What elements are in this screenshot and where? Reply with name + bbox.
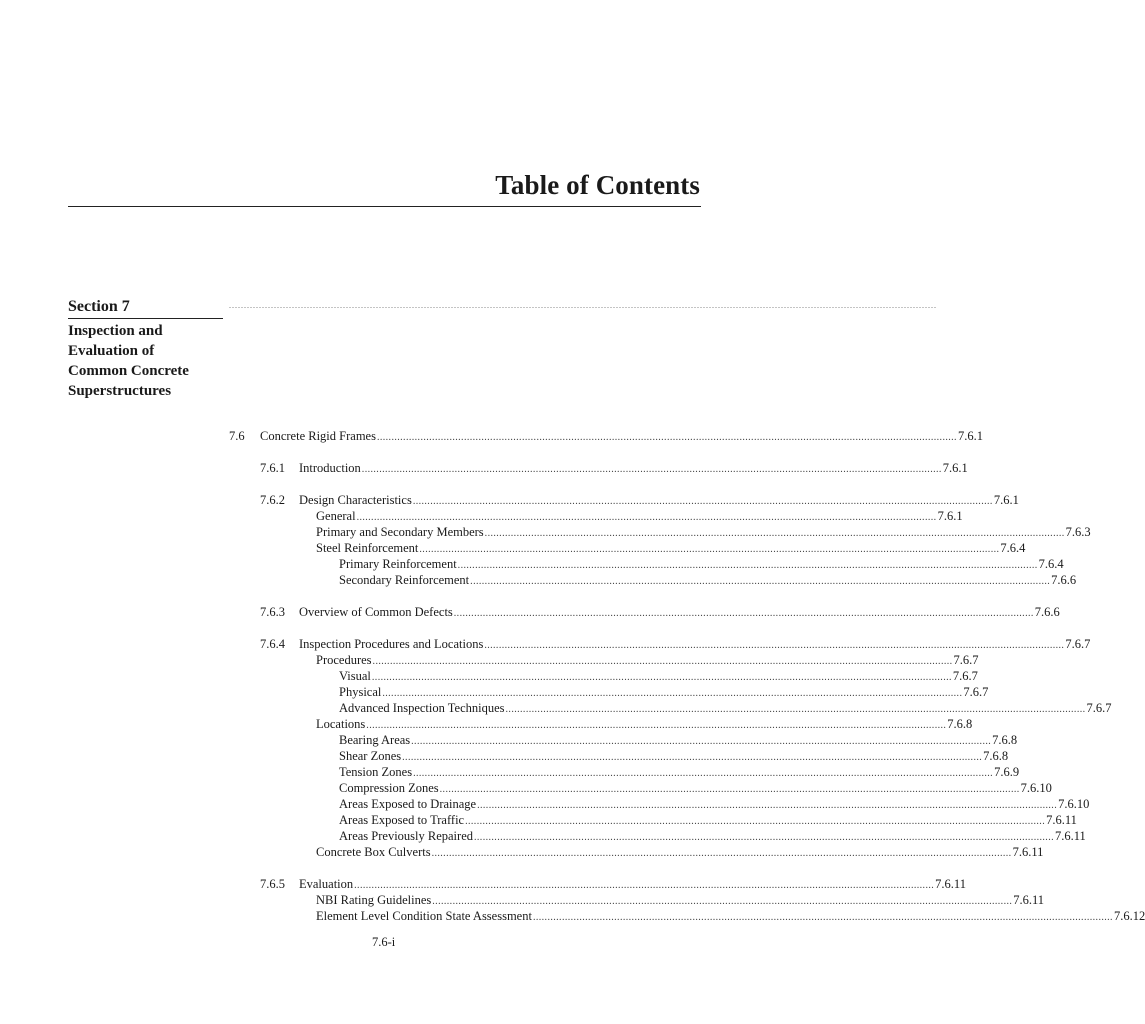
toc-entry-page: 7.6.6 — [1051, 573, 1077, 587]
toc-entry-page: 7.6.9 — [994, 765, 1020, 779]
toc-entry — [316, 652, 979, 668]
toc-entry-page: 7.6.1 — [937, 509, 963, 523]
toc-entry-title: Bearing Areas — [339, 733, 411, 747]
toc-entry-page: 7.6.8 — [992, 733, 1018, 747]
toc-entry-title: Areas Exposed to Drainage — [339, 797, 477, 811]
toc-entry-title: Element Level Condition State Assessment — [316, 909, 532, 923]
toc-entry-title: Introduction — [299, 461, 361, 475]
section-name — [68, 321, 223, 401]
toc-entry — [339, 668, 978, 684]
toc-entry-title: Areas Previously Repaired — [339, 829, 473, 843]
toc-entry-title: Compression Zones — [339, 781, 439, 795]
section-name-line: Evaluation of — [68, 343, 155, 359]
toc-entry-title: Concrete Rigid Frames — [260, 429, 376, 443]
toc-entry-page: 7.6.12 — [1113, 909, 1145, 923]
toc-entry — [316, 508, 963, 524]
toc-entry — [316, 844, 1044, 860]
toc-entry — [339, 828, 1086, 844]
toc-entry-page: 7.6.7 — [953, 653, 979, 667]
section-heading — [68, 298, 223, 401]
toc-dot-leader — [362, 462, 942, 478]
title-divider — [68, 206, 701, 207]
toc-entry — [339, 556, 1064, 572]
toc-entry-page: 7.6.11 — [1013, 893, 1045, 907]
toc-entry-title: Evaluation — [299, 877, 354, 891]
toc-entry-title: Primary Reinforcement — [339, 557, 457, 571]
toc-entry-number: 7.6.2 — [260, 493, 285, 507]
toc-entry-title: Shear Zones — [339, 749, 402, 763]
toc-entry-title: Primary and Secondary Members — [316, 525, 484, 539]
toc-entry-title: Tension Zones — [339, 765, 413, 779]
toc-entry-title: Physical — [339, 685, 382, 699]
toc-dot-leader — [470, 574, 1050, 590]
toc-entry-page: 7.6.8 — [947, 717, 973, 731]
toc-entry-page: 7.6.11 — [1055, 829, 1086, 843]
toc-dot-leader — [432, 846, 1012, 862]
toc-entry-page: 7.6.7 — [963, 685, 989, 699]
section-name-line: Superstructures — [68, 383, 172, 399]
toc-entry — [260, 636, 1091, 652]
toc-dot-leader — [454, 606, 1034, 622]
toc-entry — [339, 796, 1090, 812]
toc-entry-page: 7.6.3 — [1065, 525, 1091, 539]
toc-entry — [339, 732, 1018, 748]
toc-entry-page: 7.6.8 — [983, 749, 1009, 763]
toc-entry-title: Visual — [339, 669, 371, 683]
toc-entry — [339, 684, 989, 700]
toc-entry-number: 7.6.4 — [260, 637, 285, 651]
toc-entry-page: 7.6.11 — [1046, 813, 1077, 827]
section-name-line: Common Concrete — [68, 363, 189, 379]
toc-entry-title: Locations — [316, 717, 366, 731]
toc-entry-title: Inspection Procedures and Locations — [299, 637, 484, 651]
toc-entry-title: Advanced Inspection Techniques — [339, 701, 505, 715]
section-name-line: Inspection and — [68, 323, 163, 339]
toc-entry — [316, 524, 1091, 540]
toc-entry-title: Secondary Reinforcement — [339, 573, 470, 587]
page-number: 7.6-i — [372, 935, 396, 949]
toc-entry-title: Overview of Common Defects — [299, 605, 453, 619]
toc-entry-page: 7.6.7 — [952, 669, 978, 683]
toc-entry-page: 7.6.1 — [942, 461, 968, 475]
toc-entry — [339, 748, 1009, 764]
toc-entry-title: Areas Exposed to Traffic — [339, 813, 465, 827]
page-title: Table of Contents — [495, 170, 700, 200]
toc-entry-number: 7.6.5 — [260, 877, 285, 891]
toc-entry-page: 7.6.10 — [1020, 781, 1052, 795]
toc-entry-page: 7.6.4 — [1038, 557, 1064, 571]
section-dotted-rule: ............................................................................................................................................................................................................................................ — [229, 301, 937, 310]
toc-entry-page: 7.6.1 — [957, 429, 983, 443]
toc-entry — [316, 908, 1145, 924]
toc-entry-page: 7.6.7 — [1086, 701, 1112, 715]
toc-entry-title: General — [316, 509, 356, 523]
toc-entry — [316, 540, 1026, 556]
toc-entry — [260, 604, 1060, 620]
toc-entry-page: 7.6.4 — [1000, 541, 1026, 555]
toc-entry-number: 7.6.3 — [260, 605, 285, 619]
toc-entry — [316, 716, 973, 732]
toc-entry — [339, 780, 1052, 796]
toc-entry — [260, 460, 968, 476]
toc-entry-page: 7.6.7 — [1065, 637, 1091, 651]
toc-entry — [339, 812, 1077, 828]
toc-entry-number: 7.6 — [229, 429, 245, 443]
toc-entry-title: Procedures — [316, 653, 372, 667]
toc-entry-page: 7.6.1 — [993, 493, 1019, 507]
toc-entry-page: 7.6.6 — [1034, 605, 1060, 619]
toc-entry-page: 7.6.11 — [1012, 845, 1044, 859]
toc-entry-number: 7.6.1 — [260, 461, 285, 475]
toc-entry — [339, 700, 1112, 716]
toc-entry-page: 7.6.11 — [935, 877, 966, 891]
toc-entry — [339, 764, 1020, 780]
toc-entry — [316, 892, 1045, 908]
toc-dot-leader — [533, 910, 1113, 926]
toc-entry — [260, 876, 966, 892]
toc-entry — [229, 428, 983, 444]
toc-entry-page: 7.6.10 — [1058, 797, 1090, 811]
toc-entry-title: Design Characteristics — [299, 493, 412, 507]
section-label: Section 7 — [68, 298, 223, 319]
toc-dot-leader — [377, 430, 957, 446]
toc-entry-title: NBI Rating Guidelines — [316, 893, 432, 907]
toc-entry — [339, 572, 1077, 588]
toc-entry — [260, 492, 1019, 508]
toc-entry-title: Concrete Box Culverts — [316, 845, 431, 859]
toc-entry-title: Steel Reinforcement — [316, 541, 419, 555]
